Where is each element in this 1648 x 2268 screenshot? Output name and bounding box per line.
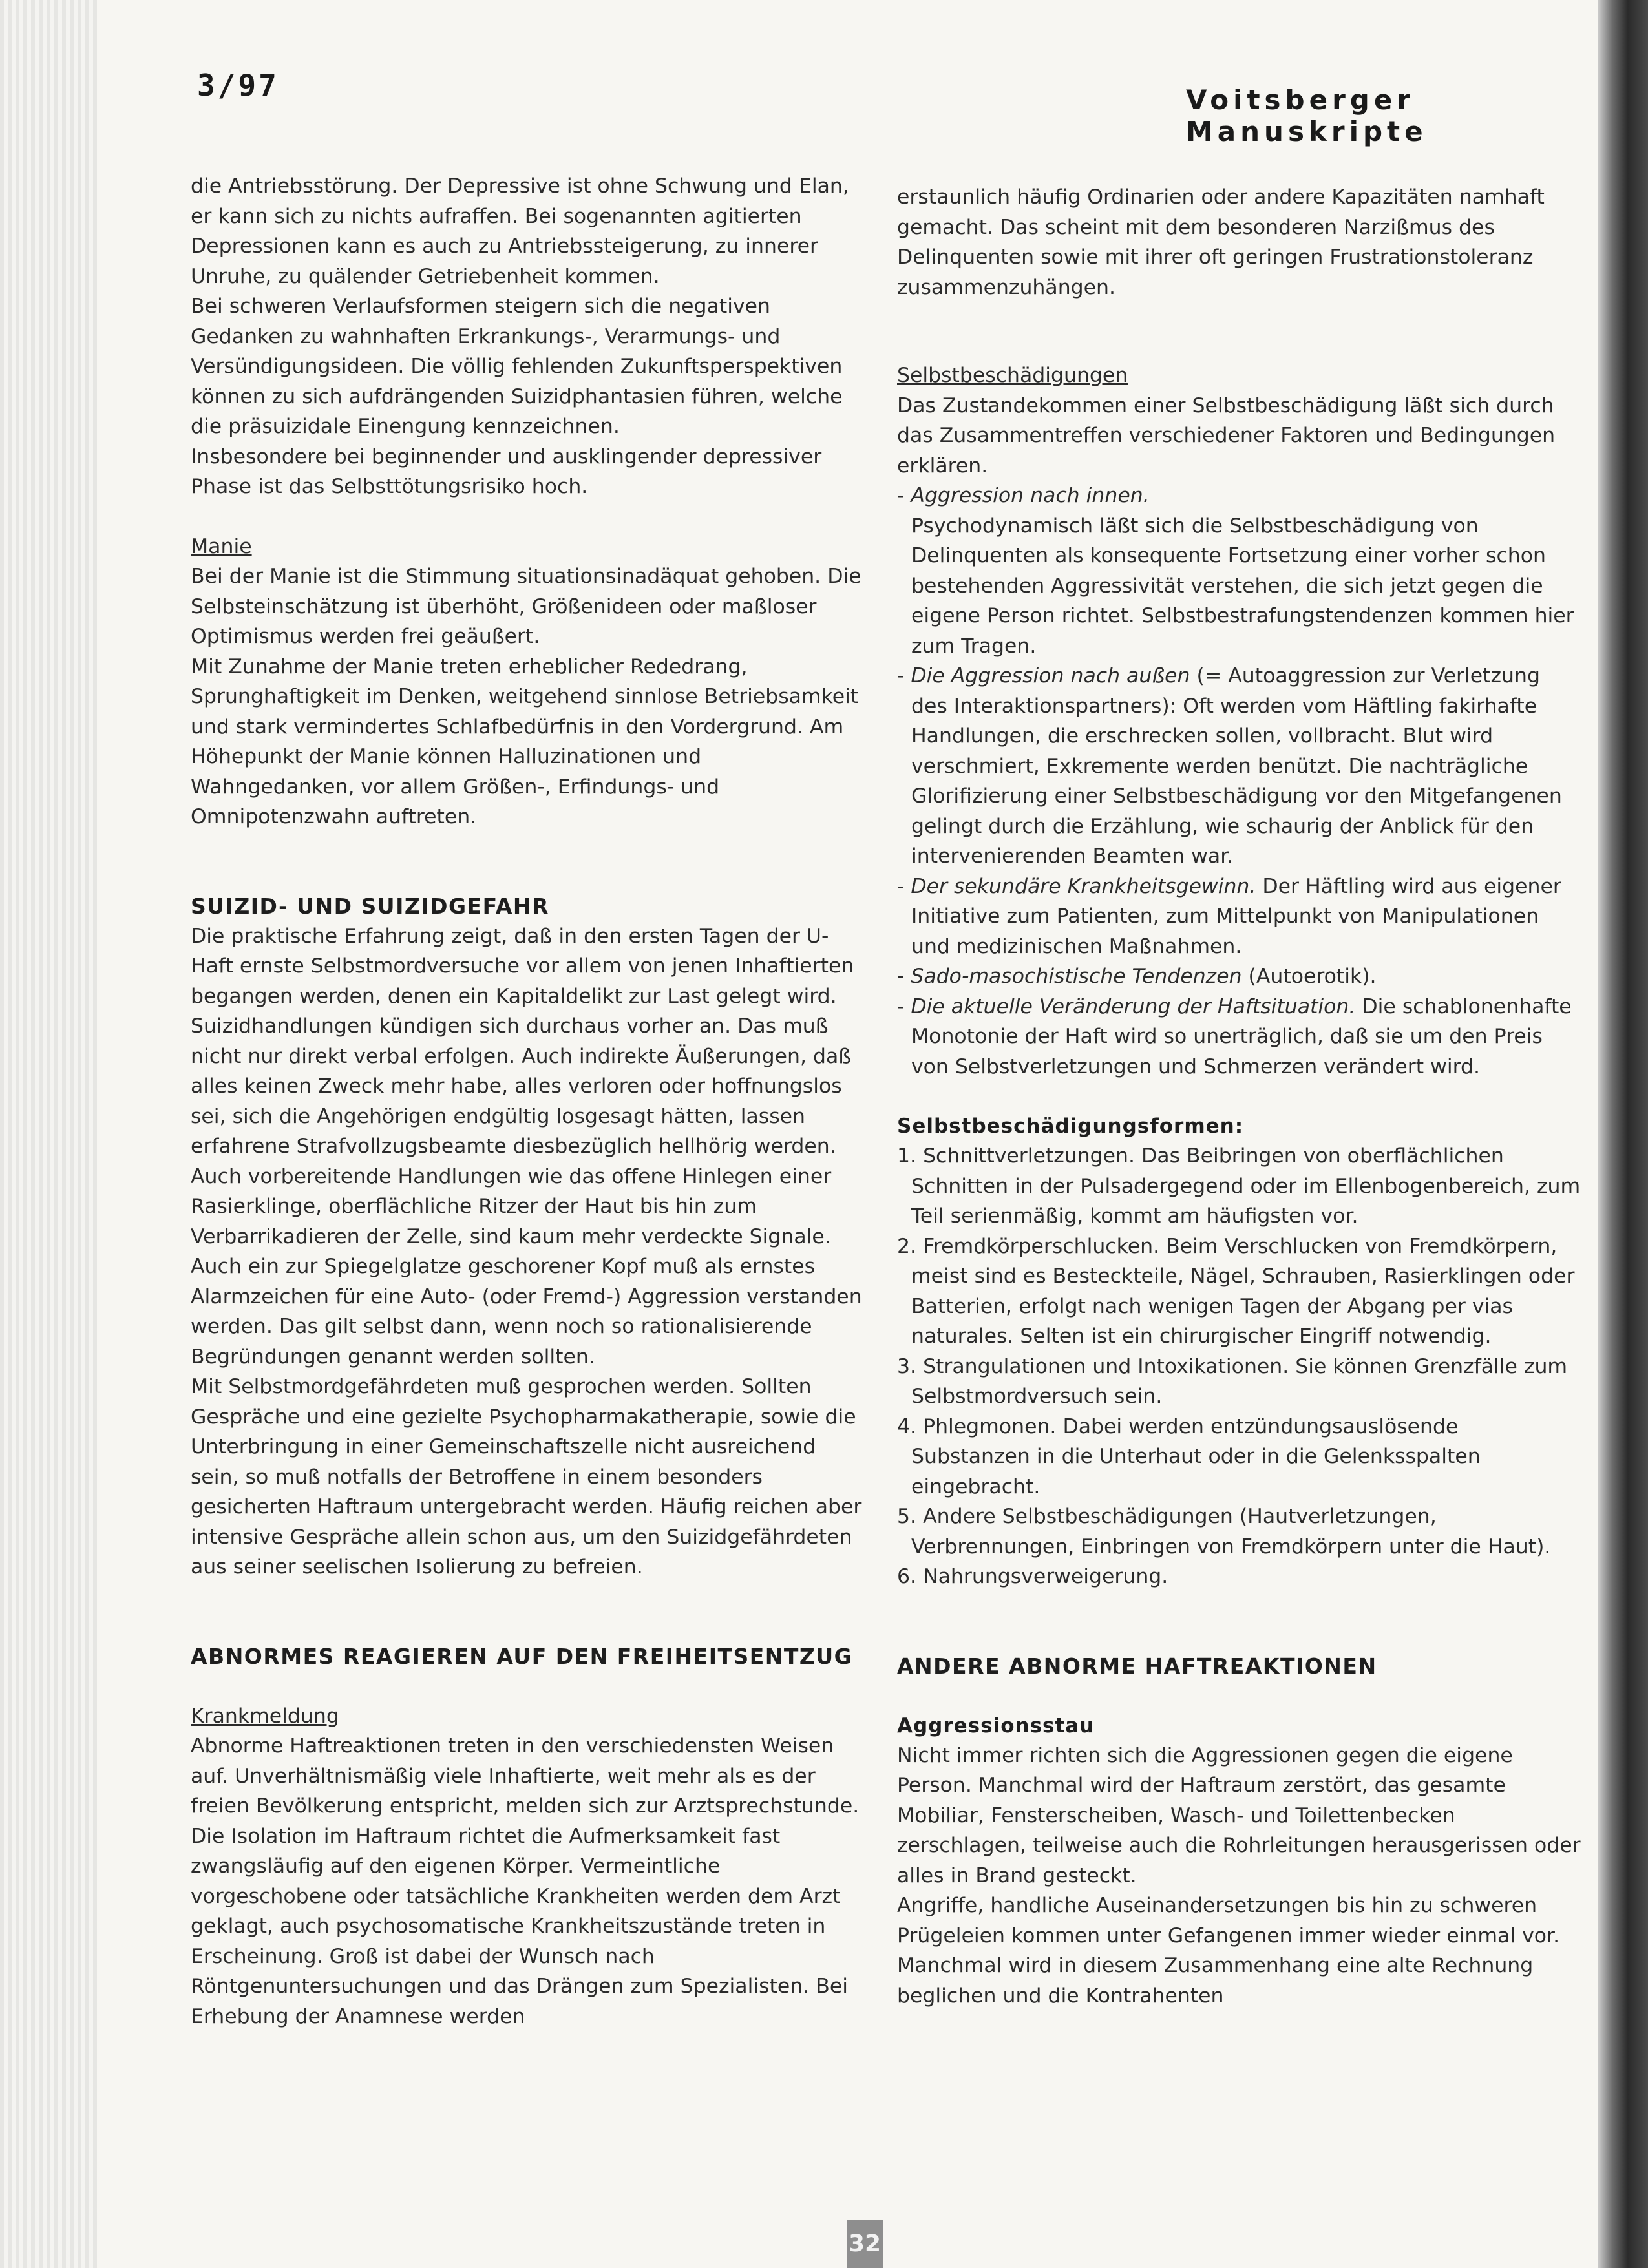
- paragraph: Mit Zunahme der Manie treten erheblicher Rededrang, Sprunghaftigkeit im Denken, weitgehend sinnlose Betriebsamkeit und stark vermindertes Schlafbedürfnis in den Vordergrund. Am Höhepunkt der Manie können Halluzinationen und Wahngedanken, vor allem Größen-, Erfindungs- und Omnipotenzwahn auftreten.: [191, 655, 859, 828]
- section-heading-andere: ANDERE ABNORME HAFTREAKTIONEN: [897, 1653, 1377, 1679]
- list-item: - Der sekundäre Krankheitsgewinn. Der Häftling wird aus eigener Initiative zum Patienten, zum Mittelpunkt von Manipulationen und medizinischen Maßnahmen.: [897, 874, 1561, 958]
- paragraph: Mit Selbstmordgefährdeten muß gesprochen werden. Sollten Gespräche und eine gezielte Psychopharmakatherapie, sowie die Unterbringung in einer Gemeinschaftszelle nicht ausreichend sein, so muß notfalls der Betroffene in einem besonders gesicherten Haftraum untergebracht werden. Häufig reichen aber intensive Gespräche allein schon aus, um den Suizidgefährdeten aus seiner seelischen Isolierung zu befreien.: [191, 1375, 862, 1579]
- right-column: [897, 182, 1582, 2011]
- paragraph: Die praktische Erfahrung zeigt, daß in den ersten Tagen der U-Haft ernste Selbstmordversuche vor allem von jenen Inhaftierten begangen werden, denen ein Kapitaldelikt zur Last gelegt wird. Suizidhandlungen kündigen sich durchaus vorher an. Das muß nicht nur direkt verbal erfolgen. Auch indirekte Äußerungen, daß alles keinen Zweck mehr habe, alles verloren oder hoffnungslos sei, sich die Angehörigen endgültig losgesagt hätten, lassen erfahrene Strafvollzugsbeamte diesbezüglich hellhörig werden. Auch vorbereitende Handlungen wie das offene Hinlegen einer Rasierklinge, oberflächliche Ritzer der Haut bis hin zum Verbarrikadieren der Zelle, sind kaum mehr verdeckte Signale. Auch ein zur Spiegelglatze geschorener Kopf muß als ernstes Alarmzeichen für eine Auto- (oder Fremd-) Aggression verstanden werden. Das gilt selbst dann, wenn noch so rationalisierende Begründungen genannt werden sollten.: [191, 924, 862, 1369]
- list-item: - Die Aggression nach außen (= Autoaggression zur Verletzung des Interaktionspartners): Oft werden vom Häftling fakirhafte Handlungen, die erschrecken sollen, vollbracht. Blut wird verschmiert, Exkremente werden benützt. Die nachträgliche Glorifizierung einer Selbstbeschädigung vor den Mitgefangenen gelingt durch die Erzählung, wie schaurig der Anblick für den intervenierenden Beamten war.: [897, 664, 1562, 868]
- page-number: 32: [847, 2220, 883, 2268]
- paragraph: Insbesondere bei beginnender und ausklingender depressiver Phase ist das Selbsttötungsrisiko hoch.: [191, 445, 822, 498]
- paragraph: Nicht immer richten sich die Aggressionen gegen die eigene Person. Manchmal wird der Haftraum zerstört, das gesamte Mobiliar, Fensterscheiben, Wasch- und Toilettenbecken zerschlagen, teilweise auch die Rohrleitungen herausgerissen oder alles in Brand gesteckt.: [897, 1743, 1581, 1887]
- subheading-selbstbeschaedigungen: Selbstbeschädigungen: [897, 364, 1128, 387]
- list-item: 3. Strangulationen und Intoxikationen. Sie können Grenzfälle zum Selbstmordversuch sein.: [897, 1354, 1568, 1408]
- subheading-formen: Selbstbeschädigungsformen:: [897, 1115, 1244, 1138]
- subheading-manie: Manie: [191, 534, 252, 558]
- list-item: - Sado-masochistische Tendenzen (Autoerotik).: [897, 965, 1377, 988]
- paragraph: Angriffe, handliche Auseinandersetzungen bis hin zu schweren Prügeleien kommen unter Gefangenen immer wieder einmal vor. Manchmal wird in diesem Zusammenhang eine alte Rechnung beglichen und die Kontrahenten: [897, 1894, 1560, 2008]
- list-item: 1. Schnittverletzungen. Das Beibringen von oberflächlichen Schnitten in der Pulsadergegend oder im Ellenbogenbereich, zum Teil serienmäßig, kommt am häufigsten vor.: [897, 1144, 1581, 1228]
- subheading-aggressionsstau: Aggressionsstau: [897, 1714, 1095, 1738]
- list-item: 6. Nahrungsverweigerung.: [897, 1565, 1168, 1588]
- section-heading-suizid: SUIZID- UND SUIZIDGEFAHR: [191, 893, 549, 919]
- binding-edge: [1598, 0, 1648, 2268]
- subheading-krankmeldung: Krankmeldung: [191, 1704, 339, 1728]
- page-stack-edge: [0, 0, 97, 2268]
- paragraph: erstaunlich häufig Ordinarien oder andere Kapazitäten namhaft gemacht. Das scheint mit dem besonderen Narzißmus des Delinquenten sowie mit ihrer oft geringen Frustrationstoleranz zusammenzuhängen.: [897, 185, 1545, 299]
- issue-number: 3/97: [197, 68, 279, 103]
- list-item: 2. Fremdkörperschlucken. Beim Verschlucken von Fremdkörpern, meist sind es Besteckteile, Nägel, Schrauben, Rasierklingen oder Batterien, erfolgt nach wenigen Tagen der Abgang per vias naturales. Selten ist ein chirurgischer Eingriff notwendig.: [897, 1234, 1575, 1348]
- list-item: - Die aktuelle Veränderung der Haftsituation. Die schablonenhafte Monotonie der Haft wird so unerträglich, daß sie um den Preis von Selbstverletzungen und Schmerzen verändert wird.: [897, 994, 1572, 1078]
- paragraph: Bei der Manie ist die Stimmung situationsinadäquat gehoben. Die Selbsteinschätzung ist überhöht, Größenideen oder maßloser Optimismus werden frei geäußert.: [191, 565, 861, 648]
- list-item: 5. Andere Selbstbeschädigungen (Hautverletzungen, Verbrennungen, Einbringen von Fremdkörpern unter die Haut).: [897, 1505, 1551, 1559]
- list-item: - Aggression nach innen. Psychodynamisch läßt sich die Selbstbeschädigung von Delinquenten als konsequente Fortsetzung einer vorher schon bestehenden Aggressivität verstehen, die sich jetzt gegen die eigene Person richtet. Selbstbestrafungstendenzen kommen hier zum Tragen.: [897, 484, 1574, 658]
- paragraph: die Antriebsstörung. Der Depressive ist ohne Schwung und Elan, er kann sich zu nichts aufraffen. Bei sogenannten agitierten Depressionen kann es auch zu Antriebssteigerung, zu innerer Unruhe, zu quälender Getriebenheit kommen.: [191, 174, 849, 288]
- paragraph: Abnorme Haftreaktionen treten in den verschiedensten Weisen auf. Unverhältnismäßig viele Inhaftierte, weit mehr als es der freien Bevölkerung entspricht, melden sich zur Arztsprechstunde. Die Isolation im Haftraum richtet die Aufmerksamkeit fast zwangsläufig auf den eigenen Körper. Vermeintliche vorgeschobene oder tatsächliche Krankheiten werden dem Arzt geklagt, auch psychosomatische Krankheitszustände treten in Erscheinung. Groß ist dabei der Wunsch nach Röntgenuntersuchungen und das Drängen zum Spezialisten. Bei Erhebung der Anamnese werden: [191, 1734, 860, 2028]
- left-column: [191, 171, 866, 2032]
- journal-title: Voitsberger Manuskripte: [1186, 84, 1428, 147]
- section-heading-abnormes: ABNORMES REAGIEREN AUF DEN FREIHEITSENTZUG: [191, 1643, 853, 1669]
- list-item: 4. Phlegmonen. Dabei werden entzündungsauslösende Substanzen in die Unterhaut oder in die Gelenksspalten eingebracht.: [897, 1414, 1481, 1498]
- paragraph: Das Zustandekommen einer Selbstbeschädigung läßt sich durch das Zusammentreffen verschiedener Faktoren und Bedingungen erklären.: [897, 394, 1556, 478]
- paragraph: Bei schweren Verlaufsformen steigern sich die negativen Gedanken zu wahnhaften Erkrankungs-, Verarmungs- und Versündigungsideen. Die völlig fehlenden Zukunftsperspektiven können zu sich aufdrängenden Suizidphantasien führen, welche die präsuizidale Einengung kennzeichnen.: [191, 295, 843, 438]
